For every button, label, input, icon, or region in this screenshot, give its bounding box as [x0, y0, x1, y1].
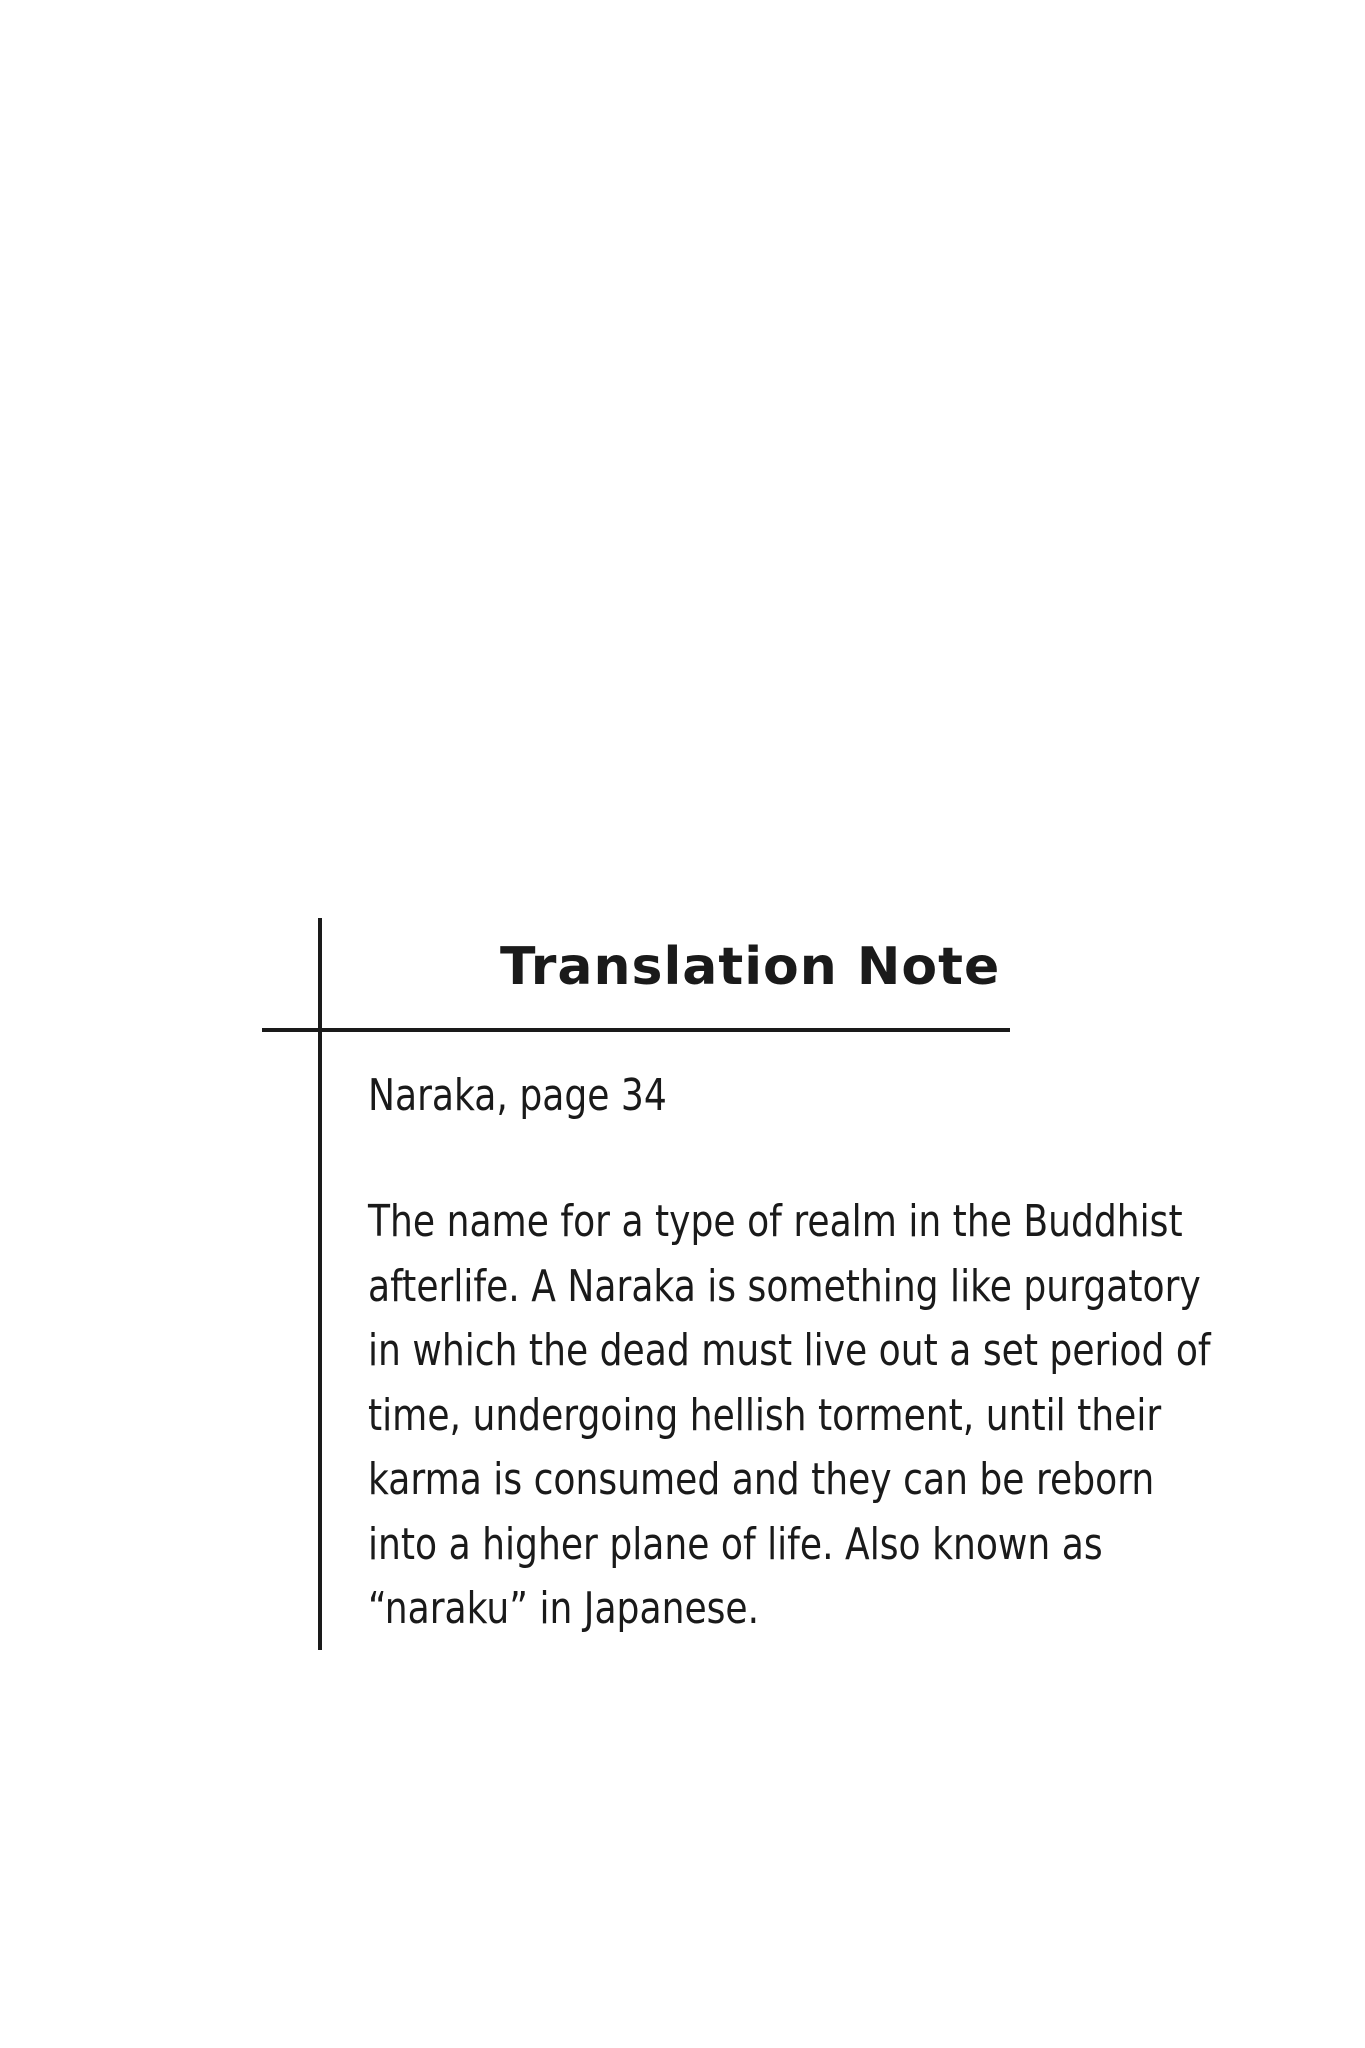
horizontal-rule	[262, 1028, 1010, 1032]
body-line: afterlife. A Naraka is something like purgatory	[368, 1260, 1201, 1312]
entry-body	[368, 1190, 1328, 1642]
body-line: in which the dead must live out a set period of	[368, 1325, 1211, 1376]
body-line: time, undergoing hellish torment, until their	[368, 1389, 1162, 1441]
body-line: “naraku” in Japanese.	[368, 1583, 760, 1634]
entry-heading: Naraka, page 34	[368, 1070, 667, 1121]
page-title: Translation Note	[500, 937, 1001, 997]
body-line: into a higher plane of life. Also known as	[368, 1518, 1103, 1570]
body-line: The name for a type of realm in the Buddhist	[368, 1196, 1183, 1247]
body-line: karma is consumed and they can be reborn	[368, 1454, 1155, 1505]
